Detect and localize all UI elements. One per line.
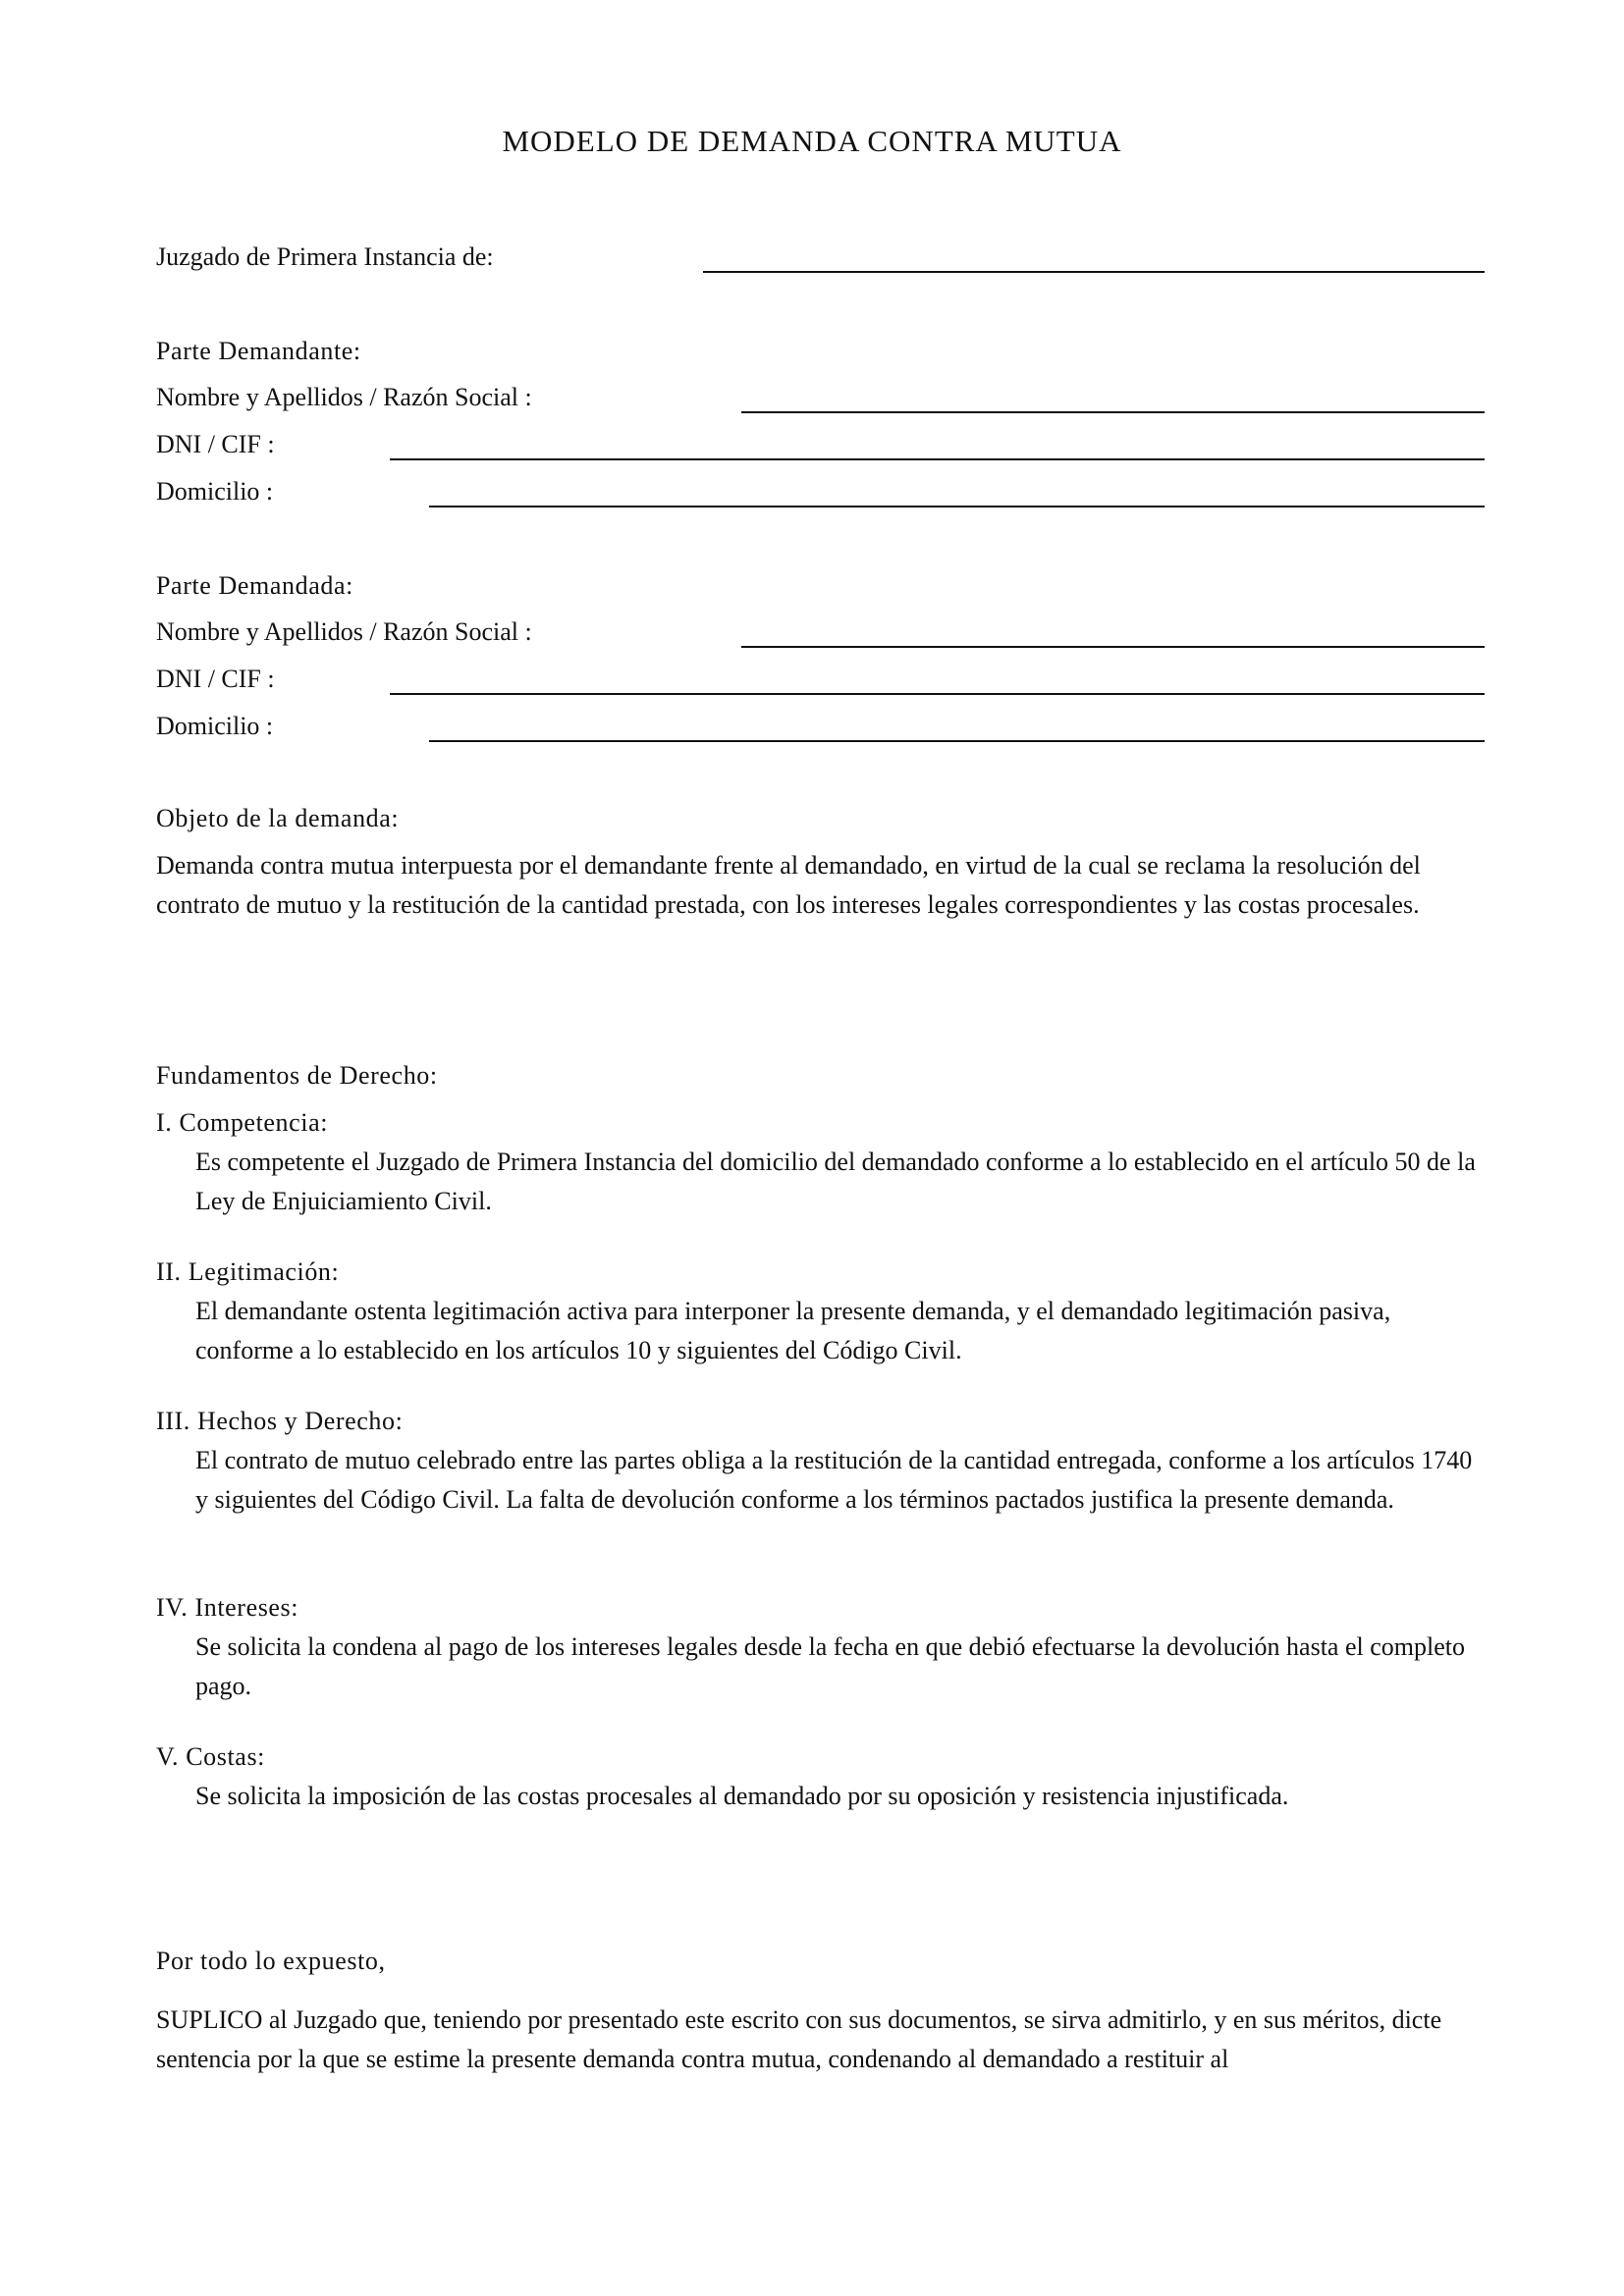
defendant-address-input-line[interactable] xyxy=(429,740,1485,742)
defendant-id-label: DNI / CIF : xyxy=(156,665,275,693)
section-competencia-title: I. Competencia: xyxy=(156,1108,329,1137)
defendant-address-label: Domicilio : xyxy=(156,712,274,740)
court-input-line[interactable] xyxy=(703,271,1485,273)
section-hechos-body: El contrato de mutuo celebrado entre las partes obliga a la restitución de la cantidad entregada, conforme a los artículos 1740 y siguientes del Código Civil. La falta de devolución conforme a los términos pactados justifica la presente demanda. xyxy=(195,1446,1473,1514)
section-intereses-title: IV. Intereses: xyxy=(156,1593,299,1622)
defendant-heading: Parte Demandada: xyxy=(156,571,353,600)
defendant-name-label: Nombre y Apellidos / Razón Social : xyxy=(156,617,532,646)
section-costas-title: V. Costas: xyxy=(156,1742,265,1771)
court-label: Juzgado de Primera Instancia de: xyxy=(156,242,494,271)
fundamentos-heading: Fundamentos de Derecho: xyxy=(156,1061,438,1090)
section-costas-body: Se solicita la imposición de las costas procesales al demandado por su oposición y resistencia injustificada. xyxy=(195,1782,1289,1810)
defendant-name-input-line[interactable] xyxy=(741,646,1485,648)
document-title: MODELO DE DEMANDA CONTRA MUTUA xyxy=(502,124,1122,158)
plaintiff-address-input-line[interactable] xyxy=(429,506,1485,507)
plaintiff-id-input-line[interactable] xyxy=(390,458,1485,460)
plaintiff-address-label: Domicilio : xyxy=(156,477,274,506)
object-body: Demanda contra mutua interpuesta por el demandante frente al demandado, en virtud de la cual se reclama la resolución del contrato de mutuo y la restitución de la cantidad prestada, con los intereses legales correspondientes y las costas procesales. xyxy=(156,851,1421,919)
plaintiff-name-label: Nombre y Apellidos / Razón Social : xyxy=(156,383,532,411)
section-legitimacion-body: El demandante ostenta legitimación activa para interponer la presente demanda, y el demandado legitimación pasiva, conforme a lo establecido en los artículos 10 y siguientes del Código Civil. xyxy=(195,1297,1391,1364)
defendant-id-input-line[interactable] xyxy=(390,693,1485,695)
section-competencia-body: Es competente el Juzgado de Primera Instancia del domicilio del demandado conforme a lo establecido en el artículo 50 de la Ley de Enjuiciamiento Civil. xyxy=(195,1148,1476,1215)
closing-intro: Por todo lo expuesto, xyxy=(156,1947,386,1975)
section-hechos-title: III. Hechos y Derecho: xyxy=(156,1407,404,1435)
plaintiff-id-label: DNI / CIF : xyxy=(156,430,275,458)
section-legitimacion-title: II. Legitimación: xyxy=(156,1257,340,1286)
section-intereses-body: Se solicita la condena al pago de los intereses legales desde la fecha en que debió efectuarse la devolución hasta el completo pago. xyxy=(195,1632,1465,1700)
closing-suplico: SUPLICO al Juzgado que, teniendo por presentado este escrito con sus documentos, se sirva admitirlo, y en sus méritos, dicte sentencia por la que se estime la presente demanda contra mutua, condenando al demandado a restituir al xyxy=(156,2005,1442,2073)
plaintiff-heading: Parte Demandante: xyxy=(156,337,361,365)
plaintiff-name-input-line[interactable] xyxy=(741,411,1485,413)
object-heading: Objeto de la demanda: xyxy=(156,804,400,832)
